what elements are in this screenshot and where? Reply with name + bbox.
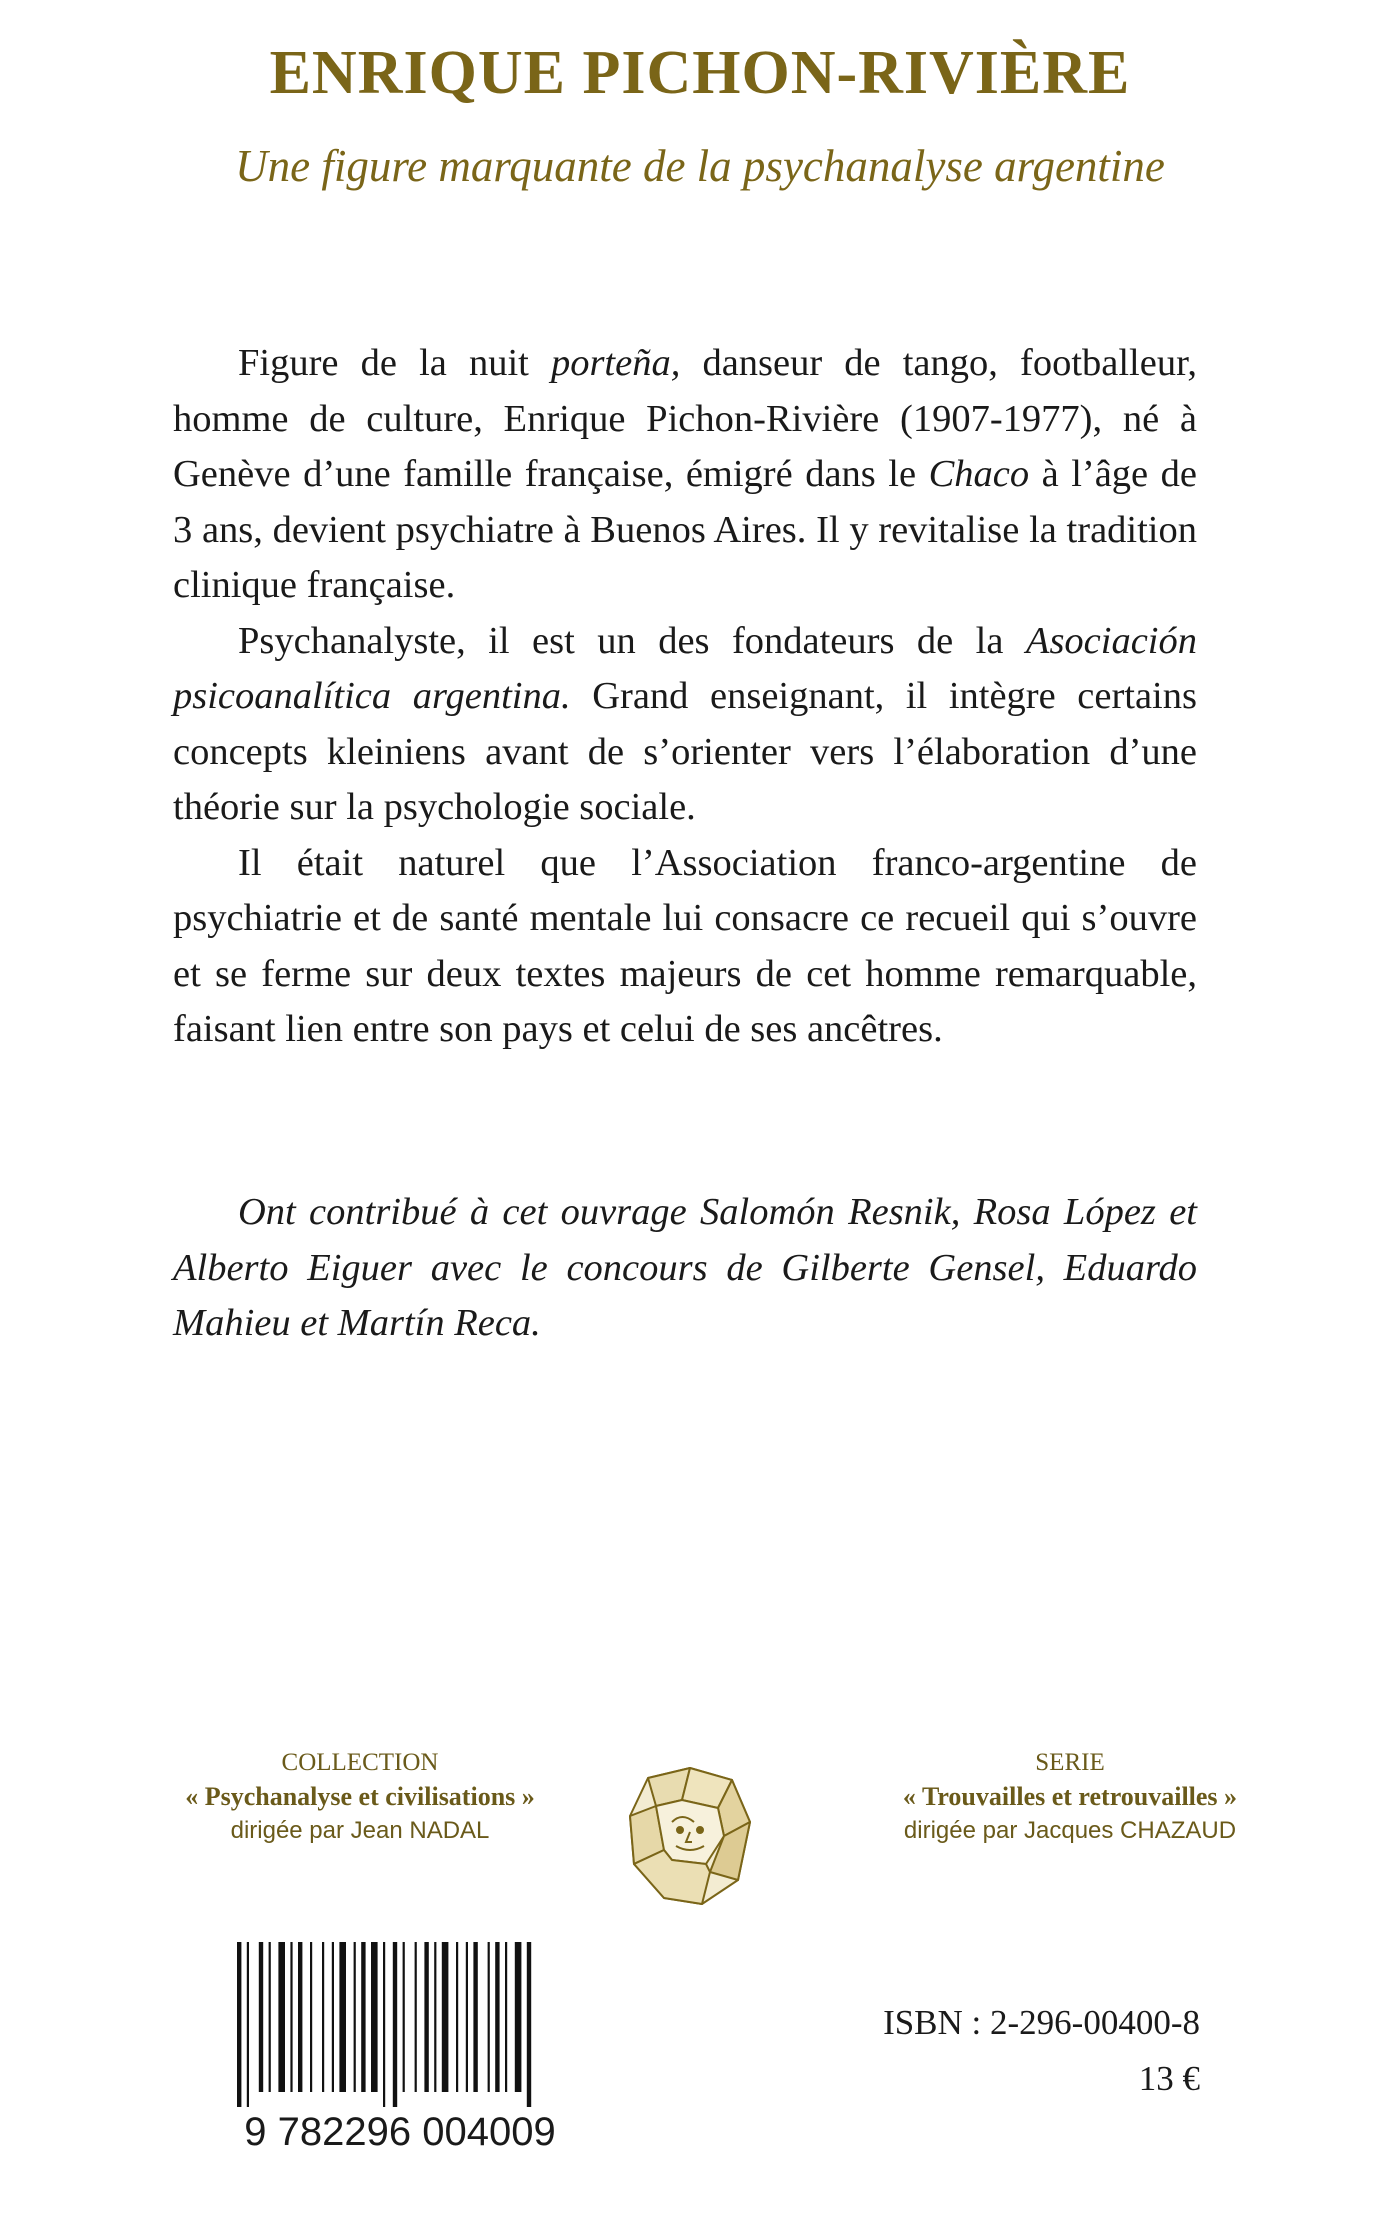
barcode-bar [269,1942,271,2092]
barcode-bar [456,1942,458,2092]
serie-name: « Trouvailles et retrouvailles » [902,1782,1238,1811]
barcode-bar [415,1942,417,2092]
barcode-bar [527,1942,531,2107]
contributors-note: Ont contribué à cet ouvrage Salomón Resnik, Rosa López et Alberto Eiguer avec le concours de Gilberte Gensel, Eduardo Mahieu et Martín Reca. [173,1191,1197,1344]
book-subtitle: Une figure marquante de la psychanalyse argentine [235,141,1165,191]
barcode-bar [466,1942,468,2092]
collection-label: COLLECTION [281,1749,439,1776]
barcode-digits: 9 782296 004009 [244,2110,556,2154]
barcode-bar [298,1942,302,2092]
barcode-bar [515,1942,522,2092]
barcode-bar [247,1942,249,2107]
blurb-paragraph-2: Psychanalyste, il est un des fondateurs de la Asociación psicoanalítica argentina. Grand enseignant, il intègre certains concepts kleiniens avant de s’orienter vers l’élaboration d’une théorie sur la psychologie sociale. [173,619,1197,828]
blurb [173,336,1197,1058]
emphasis-asociacion: Asociación psicoanalítica argentina. [173,619,1197,717]
barcode-bar [505,1942,507,2092]
collection-director: dirigée par Jean NADAL [230,1817,490,1844]
collection-info [100,1746,620,1848]
barcode-bars [237,1942,531,2107]
barcode-bar [488,1942,490,2092]
emphasis-chaco: Chaco [928,453,1030,495]
barcode-bar [361,1942,365,2092]
serie-info [810,1746,1330,1848]
barcode-bar [322,1942,324,2092]
barcode-bar [310,1942,312,2092]
collection-name: « Psychanalyse et civilisations » [185,1782,535,1811]
barcode-bar [259,1942,263,2092]
barcode-bar [332,1942,334,2092]
blurb-paragraph-3: Il était naturel que l’Association franco-argentine de psychiatrie et de santé mentale lui consacre ce recueil qui s’ouvre et se ferme sur deux textes majeurs de cet homme remarquable, faisant lien entre son pays et celui de ses ancêtres. [173,841,1197,1050]
isbn: ISBN : 2-296-00400-8 [883,2003,1200,2042]
blurb-paragraph-1: Figure de la nuit porteña, danseur de tango, footballeur, homme de culture, Enrique Pichon-Rivière (1907-1977), né à Genève d’une famille française, émigré dans le Chaco à l’âge de 3 ans, devient psychiatre à Buenos Aires. Il y revitalise la tradition clinique française. [173,342,1197,606]
emphasis-portena: porteña, [550,342,681,384]
barcode-bar [237,1942,241,2107]
serie-director: dirigée par Jacques CHAZAUD [903,1817,1237,1844]
barcode-bar [434,1942,436,2092]
barcode-bar [393,1942,397,2107]
book-title: ENRIQUE PICHON-RIVIÈRE [269,39,1131,107]
barcode-bar [473,1942,477,2092]
barcode-bar [290,1942,292,2092]
barcode-bar [495,1942,499,2092]
barcode-bar [354,1942,356,2092]
barcode-bar [424,1942,428,2092]
barcode [215,1940,585,2155]
barcode-bar [383,1942,385,2107]
serie-label: SERIE [1035,1749,1105,1776]
barcode-bar [442,1942,449,2092]
barcode-bar [339,1942,346,2092]
price: 13 € [1138,2059,1200,2098]
publisher-logo-icon [620,1760,760,1910]
barcode-bar [371,1942,378,2092]
barcode-bar [278,1942,285,2092]
barcode-bar [403,1942,405,2092]
